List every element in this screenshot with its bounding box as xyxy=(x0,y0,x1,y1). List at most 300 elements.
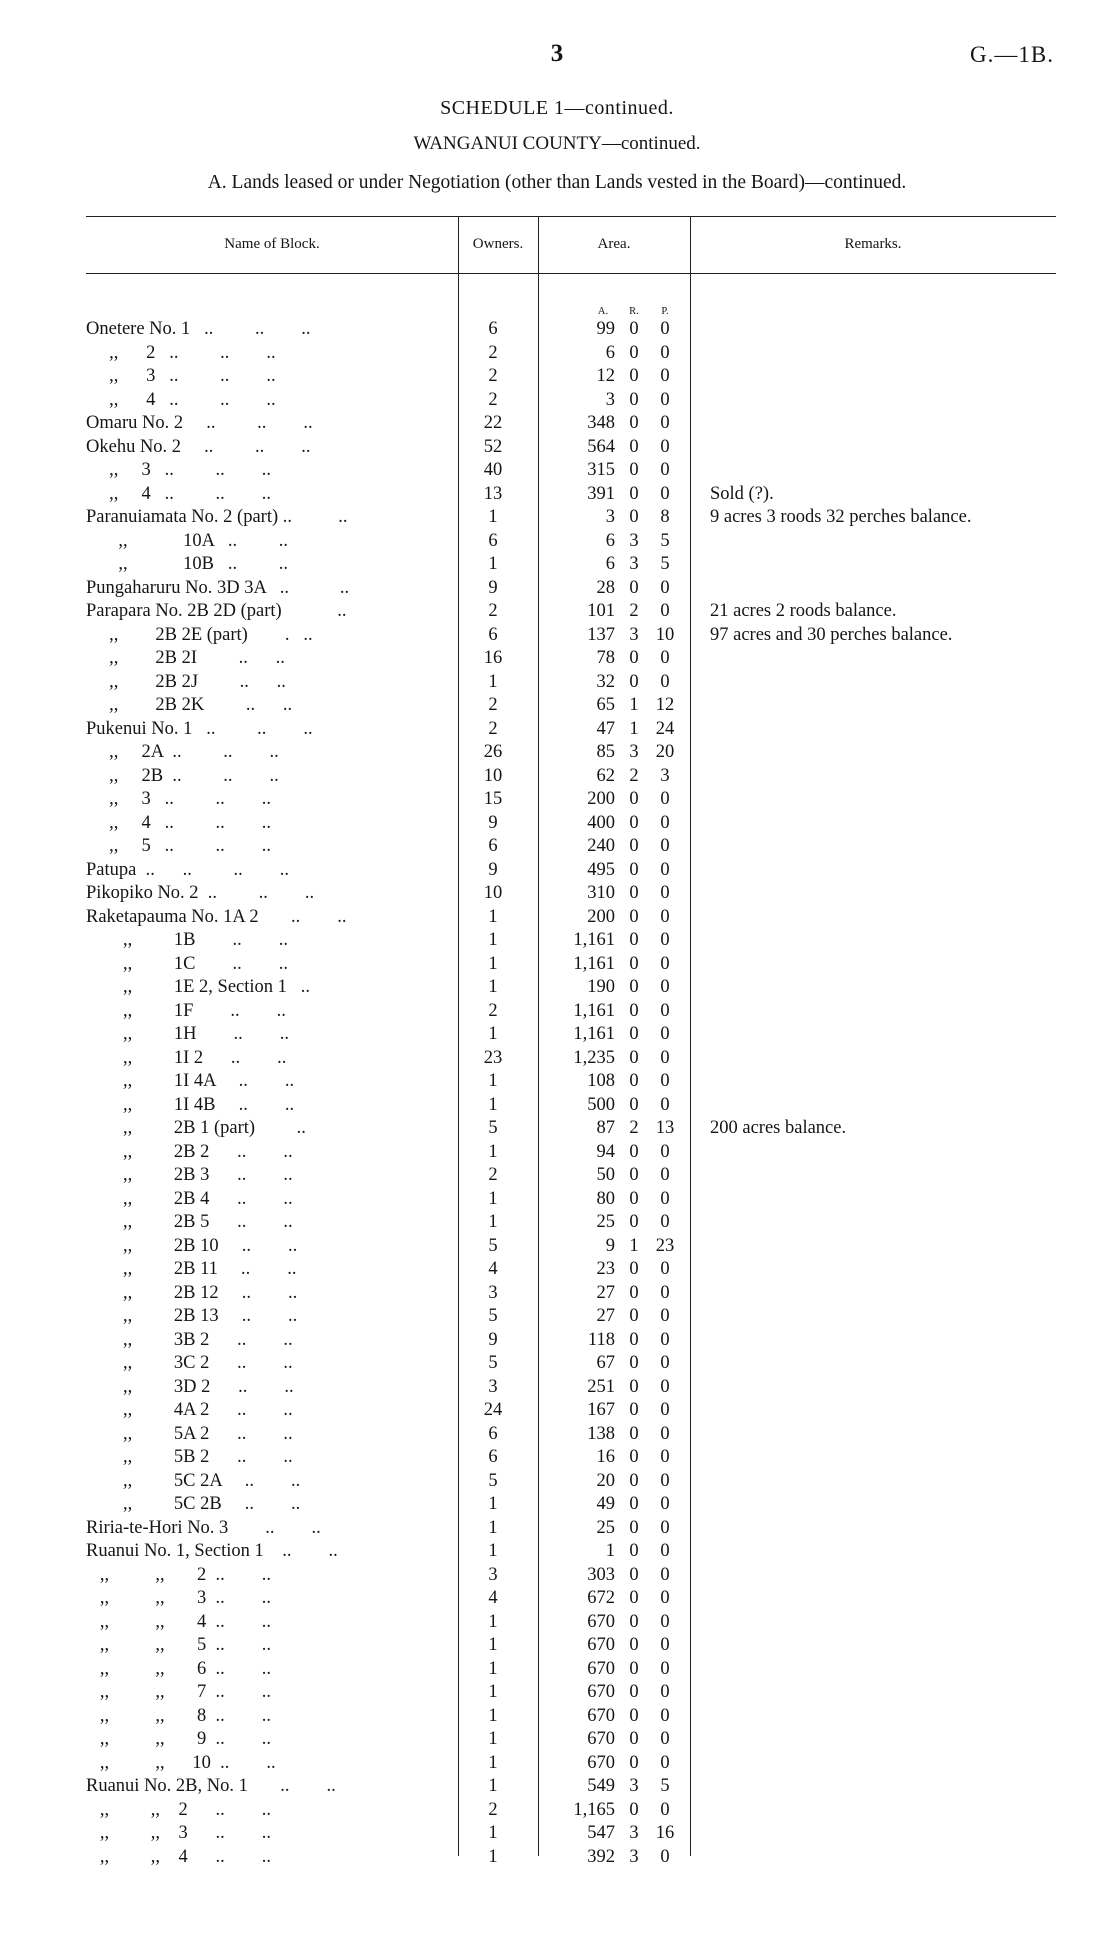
area-unit-acres: A. xyxy=(597,306,609,317)
area-perches: 24 xyxy=(655,718,675,739)
area-roods: 0 xyxy=(629,1729,639,1749)
block-name: ,, 2B 2J .. .. xyxy=(86,671,286,692)
area-acres: 1,161 xyxy=(573,930,615,950)
area-unit-roods: R. xyxy=(629,306,639,317)
area-perches: 0 xyxy=(660,483,670,504)
area-perches: 0 xyxy=(660,977,670,997)
area-roods: 0 xyxy=(629,1423,639,1444)
owners-count: 16 xyxy=(483,648,503,668)
area-acres: 118 xyxy=(587,1329,615,1350)
page-number: 3 xyxy=(550,40,564,67)
area-roods: 0 xyxy=(629,413,639,433)
area-acres: 16 xyxy=(596,1447,615,1467)
area-roods: 0 xyxy=(629,1306,639,1326)
table-row xyxy=(0,1705,1114,1728)
area-perches: 0 xyxy=(660,930,670,950)
table-row xyxy=(0,1681,1114,1704)
area-acres: 670 xyxy=(587,1635,615,1655)
area-perches: 0 xyxy=(660,1094,670,1115)
area-roods: 0 xyxy=(629,507,639,527)
area-acres: 200 xyxy=(587,906,615,927)
area-roods: 3 xyxy=(629,554,639,574)
owners-count: 1 xyxy=(488,1729,498,1749)
owners-count: 1 xyxy=(488,1541,498,1561)
area-roods: 0 xyxy=(629,319,639,339)
area-acres: 315 xyxy=(587,460,615,480)
table-row xyxy=(0,812,1114,835)
column-header-owners: Owners. xyxy=(472,236,524,252)
owners-count: 3 xyxy=(488,1282,498,1303)
area-perches: 20 xyxy=(655,742,675,762)
block-name: ,, ,, 4 .. .. xyxy=(86,1611,271,1632)
table-row xyxy=(0,1822,1114,1845)
owners-count: 40 xyxy=(483,460,503,480)
table-row xyxy=(0,1799,1114,1822)
table-row xyxy=(0,929,1114,952)
table-header-rule xyxy=(86,273,1056,274)
owners-count: 4 xyxy=(488,1588,498,1608)
area-perches: 0 xyxy=(660,601,670,621)
area-roods: 0 xyxy=(629,389,639,410)
area-acres: 9 xyxy=(605,1235,615,1256)
area-roods: 0 xyxy=(629,648,639,668)
area-acres: 85 xyxy=(596,742,615,762)
area-acres: 108 xyxy=(587,1071,615,1091)
table-row xyxy=(0,1000,1114,1023)
block-name: ,, 1H .. .. xyxy=(86,1024,289,1044)
area-perches: 0 xyxy=(660,789,670,809)
area-roods: 1 xyxy=(629,718,639,739)
area-roods: 0 xyxy=(629,1071,639,1091)
area-acres: 167 xyxy=(587,1400,615,1420)
area-perches: 8 xyxy=(660,507,670,527)
area-roods: 0 xyxy=(629,1141,639,1162)
block-name: ,, 2B 13 .. .. xyxy=(86,1306,298,1326)
owners-count: 26 xyxy=(483,742,503,762)
owners-count: 2 xyxy=(488,366,498,386)
block-name: ,, 3 .. .. .. xyxy=(86,460,271,480)
area-perches: 0 xyxy=(660,1658,670,1679)
area-roods: 2 xyxy=(629,765,639,786)
block-name: ,, 5 .. .. .. xyxy=(86,836,271,856)
owners-count: 1 xyxy=(488,906,498,927)
area-perches: 5 xyxy=(660,554,670,574)
block-name: Omaru No. 2 .. .. .. xyxy=(86,413,313,433)
area-perches: 0 xyxy=(660,1141,670,1162)
table-top-rule xyxy=(86,216,1056,217)
area-perches: 0 xyxy=(660,436,670,457)
owners-count: 15 xyxy=(483,789,503,809)
area-perches: 0 xyxy=(660,1494,670,1514)
block-name: Pungaharuru No. 3D 3A .. .. xyxy=(86,577,350,598)
owners-count: 1 xyxy=(488,1611,498,1632)
block-name: ,, 2B 2K .. .. xyxy=(86,695,293,715)
area-perches: 23 xyxy=(655,1235,675,1256)
table-row xyxy=(0,1493,1114,1516)
block-name: ,, 4 .. .. .. xyxy=(86,483,271,504)
table-row xyxy=(0,1846,1114,1869)
area-roods: 0 xyxy=(629,1470,639,1491)
owners-count: 1 xyxy=(488,1517,498,1538)
column-header-name: Name of Block. xyxy=(224,236,320,252)
block-name: ,, 1E 2, Section 1 .. xyxy=(86,977,311,997)
area-perches: 0 xyxy=(660,366,670,386)
block-name: Patupa .. .. .. .. xyxy=(86,859,289,880)
area-roods: 0 xyxy=(629,1000,639,1021)
area-roods: 1 xyxy=(629,695,639,715)
block-name: Paranuiamata No. 2 (part) .. .. xyxy=(86,507,348,527)
block-name: ,, 1I 4B .. .. xyxy=(86,1094,295,1115)
table-row xyxy=(0,694,1114,717)
area-perches: 0 xyxy=(660,389,670,410)
table-row xyxy=(0,765,1114,788)
owners-count: 1 xyxy=(488,1071,498,1091)
table-row xyxy=(0,718,1114,741)
table-row xyxy=(0,1540,1114,1563)
table-row xyxy=(0,506,1114,529)
owners-count: 6 xyxy=(488,624,498,645)
table-row xyxy=(0,835,1114,858)
table-row xyxy=(0,953,1114,976)
owners-count: 1 xyxy=(488,1846,498,1867)
area-acres: 549 xyxy=(587,1776,615,1796)
area-roods: 0 xyxy=(629,1188,639,1209)
area-roods: 3 xyxy=(629,1823,639,1843)
area-acres: 670 xyxy=(587,1729,615,1749)
remarks: 200 acres balance. xyxy=(710,1118,847,1138)
owners-count: 2 xyxy=(488,1165,498,1185)
block-name: ,, 10B .. .. xyxy=(86,554,288,574)
owners-count: 1 xyxy=(488,1188,498,1209)
table-row xyxy=(0,1399,1114,1422)
area-acres: 12 xyxy=(596,366,615,386)
table-row xyxy=(0,1775,1114,1798)
owners-count: 6 xyxy=(488,319,498,339)
owners-count: 5 xyxy=(488,1353,498,1373)
block-name: Onetere No. 1 .. .. .. xyxy=(86,319,311,339)
block-name: Ruanui No. 2B, No. 1 .. .. xyxy=(86,1776,336,1796)
remarks: 9 acres 3 roods 32 perches balance. xyxy=(710,507,972,527)
owners-count: 1 xyxy=(488,1658,498,1679)
area-acres: 65 xyxy=(596,695,615,715)
area-acres: 670 xyxy=(587,1705,615,1726)
owners-count: 6 xyxy=(488,1447,498,1467)
block-name: ,, 1I 2 .. .. xyxy=(86,1047,287,1068)
area-roods: 0 xyxy=(629,906,639,927)
area-perches: 0 xyxy=(660,1588,670,1608)
owners-count: 9 xyxy=(488,1329,498,1350)
block-name: ,, ,, 3 .. .. xyxy=(86,1823,271,1843)
table-row xyxy=(0,741,1114,764)
area-acres: 27 xyxy=(596,1282,615,1303)
area-roods: 0 xyxy=(629,483,639,504)
area-perches: 0 xyxy=(660,1047,670,1068)
area-acres: 670 xyxy=(587,1752,615,1773)
area-acres: 6 xyxy=(605,554,615,574)
table-row xyxy=(0,1141,1114,1164)
table-row xyxy=(0,882,1114,905)
table-row xyxy=(0,1517,1114,1540)
area-perches: 0 xyxy=(660,1611,670,1632)
table-row xyxy=(0,1611,1114,1634)
block-name: ,, 5B 2 .. .. xyxy=(86,1447,293,1467)
area-acres: 251 xyxy=(587,1376,615,1397)
county-title: WANGANUI COUNTY—continued. xyxy=(413,133,701,154)
block-name: ,, 1F .. .. xyxy=(86,1000,286,1021)
table-row xyxy=(0,1587,1114,1610)
area-acres: 672 xyxy=(587,1588,615,1608)
block-name: ,, 3C 2 .. .. xyxy=(86,1353,293,1373)
area-acres: 20 xyxy=(596,1470,615,1491)
area-roods: 0 xyxy=(629,1282,639,1303)
block-name: ,, 2B 11 .. .. xyxy=(86,1259,297,1279)
area-roods: 0 xyxy=(629,1259,639,1279)
table-row xyxy=(0,1752,1114,1775)
area-acres: 1,235 xyxy=(573,1047,615,1068)
owners-count: 13 xyxy=(483,483,503,504)
table-row xyxy=(0,1634,1114,1657)
block-name: ,, ,, 5 .. .. xyxy=(86,1635,271,1655)
block-name: ,, ,, 6 .. .. xyxy=(86,1658,271,1679)
area-roods: 0 xyxy=(629,812,639,833)
area-roods: 0 xyxy=(629,1165,639,1185)
area-perches: 0 xyxy=(660,1635,670,1655)
owners-count: 24 xyxy=(483,1400,503,1420)
owners-count: 1 xyxy=(488,1752,498,1773)
area-perches: 0 xyxy=(660,906,670,927)
area-roods: 0 xyxy=(629,366,639,386)
owners-count: 9 xyxy=(488,859,498,880)
document-reference: G.—1B. xyxy=(970,42,1054,67)
area-perches: 0 xyxy=(660,1400,670,1420)
area-acres: 303 xyxy=(587,1564,615,1585)
area-acres: 670 xyxy=(587,1611,615,1632)
table-row xyxy=(0,1188,1114,1211)
area-roods: 0 xyxy=(629,1658,639,1679)
block-name: ,, 2 .. .. .. xyxy=(86,342,276,363)
block-name: ,, 1I 4A .. .. xyxy=(86,1071,295,1091)
owners-count: 2 xyxy=(488,342,498,363)
area-perches: 0 xyxy=(660,1423,670,1444)
area-roods: 3 xyxy=(629,1776,639,1796)
area-roods: 0 xyxy=(629,1517,639,1538)
owners-count: 1 xyxy=(488,1094,498,1115)
block-name: ,, 2B 5 .. .. xyxy=(86,1212,293,1232)
area-acres: 28 xyxy=(596,577,615,598)
block-name: ,, 2B 10 .. .. xyxy=(86,1235,298,1256)
block-name: ,, 3D 2 .. .. xyxy=(86,1376,294,1397)
area-roods: 0 xyxy=(629,836,639,856)
area-perches: 3 xyxy=(660,765,670,786)
table-row xyxy=(0,600,1114,623)
table-row xyxy=(0,318,1114,341)
area-roods: 2 xyxy=(629,601,639,621)
area-perches: 0 xyxy=(660,1306,670,1326)
block-name: ,, 2B 3 .. .. xyxy=(86,1165,293,1185)
owners-count: 3 xyxy=(488,1564,498,1585)
area-acres: 310 xyxy=(587,883,615,903)
block-name: ,, 1C .. .. xyxy=(86,953,288,974)
block-name: ,, 5C 2B .. .. xyxy=(86,1494,301,1514)
area-roods: 0 xyxy=(629,1564,639,1585)
area-acres: 400 xyxy=(587,812,615,833)
owners-count: 1 xyxy=(488,930,498,950)
area-unit-perches: P. xyxy=(661,306,669,317)
area-perches: 0 xyxy=(660,1682,670,1702)
area-roods: 0 xyxy=(629,577,639,598)
table-row xyxy=(0,1094,1114,1117)
area-roods: 3 xyxy=(629,530,639,551)
block-name: ,, 2B 4 .. .. xyxy=(86,1188,293,1209)
schedule-title: SCHEDULE 1—continued. xyxy=(440,97,674,119)
block-name: ,, 3B 2 .. .. xyxy=(86,1329,293,1350)
owners-count: 1 xyxy=(488,1823,498,1843)
area-acres: 138 xyxy=(587,1423,615,1444)
table-row xyxy=(0,436,1114,459)
area-acres: 1,161 xyxy=(573,953,615,974)
area-acres: 67 xyxy=(596,1353,615,1373)
table-row xyxy=(0,1117,1114,1140)
owners-count: 2 xyxy=(488,1799,498,1820)
area-roods: 0 xyxy=(629,1752,639,1773)
block-name: ,, 5C 2A .. .. xyxy=(86,1470,301,1491)
block-name: ,, 5A 2 .. .. xyxy=(86,1423,293,1444)
owners-count: 1 xyxy=(488,1776,498,1796)
table-row xyxy=(0,1258,1114,1281)
table-row xyxy=(0,788,1114,811)
owners-count: 2 xyxy=(488,695,498,715)
area-roods: 0 xyxy=(629,1541,639,1561)
area-acres: 32 xyxy=(596,671,615,692)
column-header-area: Area. xyxy=(597,236,631,252)
area-acres: 25 xyxy=(596,1517,615,1538)
area-roods: 0 xyxy=(629,1635,639,1655)
owners-count: 2 xyxy=(488,601,498,621)
table-row xyxy=(0,1470,1114,1493)
area-perches: 0 xyxy=(660,460,670,480)
table-row xyxy=(0,577,1114,600)
area-acres: 99 xyxy=(596,319,615,339)
area-roods: 3 xyxy=(629,742,639,762)
area-perches: 0 xyxy=(660,1470,670,1491)
block-name: Pikopiko No. 2 .. .. .. xyxy=(86,883,315,903)
area-roods: 3 xyxy=(629,624,639,645)
block-name: ,, 2B 12 .. .. xyxy=(86,1282,298,1303)
area-roods: 0 xyxy=(629,1705,639,1726)
block-name: ,, ,, 2 .. .. xyxy=(86,1564,271,1585)
area-acres: 1,161 xyxy=(573,1024,615,1044)
table-row xyxy=(0,859,1114,882)
area-acres: 1 xyxy=(605,1541,615,1561)
table-row xyxy=(0,412,1114,435)
table-row xyxy=(0,1564,1114,1587)
block-name: ,, 4 .. .. .. xyxy=(86,812,271,833)
area-perches: 13 xyxy=(655,1118,675,1138)
table-row xyxy=(0,1329,1114,1352)
table-row xyxy=(0,459,1114,482)
area-perches: 0 xyxy=(660,413,670,433)
area-perches: 12 xyxy=(655,695,675,715)
owners-count: 1 xyxy=(488,1705,498,1726)
area-acres: 80 xyxy=(596,1188,615,1209)
area-perches: 0 xyxy=(660,319,670,339)
block-name: ,, 1B .. .. xyxy=(86,930,288,950)
table-row xyxy=(0,624,1114,647)
area-roods: 0 xyxy=(629,1353,639,1373)
area-perches: 16 xyxy=(655,1823,675,1843)
area-roods: 0 xyxy=(629,930,639,950)
area-perches: 10 xyxy=(655,624,675,645)
table-row xyxy=(0,1282,1114,1305)
area-perches: 0 xyxy=(660,1729,670,1749)
block-name: ,, 3 .. .. .. xyxy=(86,789,271,809)
area-acres: 137 xyxy=(587,624,615,645)
table-row xyxy=(0,1070,1114,1093)
owners-count: 5 xyxy=(488,1470,498,1491)
table-row xyxy=(0,365,1114,388)
table-row xyxy=(0,1352,1114,1375)
area-perches: 5 xyxy=(660,1776,670,1796)
area-acres: 23 xyxy=(596,1259,615,1279)
area-perches: 0 xyxy=(660,1541,670,1561)
block-name: Parapara No. 2B 2D (part) .. xyxy=(86,601,347,621)
area-acres: 392 xyxy=(587,1846,615,1867)
area-perches: 0 xyxy=(660,883,670,903)
area-perches: 0 xyxy=(660,1447,670,1467)
block-name: ,, 3 .. .. .. xyxy=(86,366,276,386)
area-roods: 0 xyxy=(629,953,639,974)
table-row xyxy=(0,1235,1114,1258)
area-roods: 0 xyxy=(629,436,639,457)
owners-count: 1 xyxy=(488,1635,498,1655)
area-acres: 50 xyxy=(596,1165,615,1185)
owners-count: 1 xyxy=(488,1682,498,1702)
area-perches: 0 xyxy=(660,577,670,598)
area-perches: 0 xyxy=(660,1282,670,1303)
table-row xyxy=(0,1047,1114,1070)
owners-count: 1 xyxy=(488,977,498,997)
owners-count: 1 xyxy=(488,507,498,527)
owners-count: 1 xyxy=(488,554,498,574)
owners-count: 5 xyxy=(488,1118,498,1138)
owners-count: 2 xyxy=(488,1000,498,1021)
block-name: Riria-te-Hori No. 3 .. .. xyxy=(86,1517,321,1538)
block-name: ,, 10A .. .. xyxy=(86,530,288,551)
area-perches: 0 xyxy=(660,1024,670,1044)
area-acres: 391 xyxy=(587,483,615,504)
area-roods: 3 xyxy=(629,1846,639,1867)
area-acres: 49 xyxy=(596,1494,615,1514)
area-perches: 5 xyxy=(660,530,670,551)
area-acres: 47 xyxy=(596,718,615,739)
table-row xyxy=(0,553,1114,576)
owners-count: 6 xyxy=(488,836,498,856)
area-roods: 0 xyxy=(629,1376,639,1397)
owners-count: 3 xyxy=(488,1376,498,1397)
block-name: ,, ,, 9 .. .. xyxy=(86,1729,271,1749)
area-roods: 0 xyxy=(629,1447,639,1467)
area-acres: 348 xyxy=(587,413,615,433)
owners-count: 6 xyxy=(488,530,498,551)
area-roods: 0 xyxy=(629,1611,639,1632)
area-perches: 0 xyxy=(660,1517,670,1538)
block-name: ,, ,, 10 .. .. xyxy=(86,1752,276,1773)
area-roods: 0 xyxy=(629,1212,639,1232)
area-perches: 0 xyxy=(660,1259,670,1279)
section-title: A. Lands leased or under Negotiation (other than Lands vested in the Board)—continued. xyxy=(207,172,907,193)
area-roods: 2 xyxy=(629,1118,639,1138)
area-acres: 190 xyxy=(587,977,615,997)
